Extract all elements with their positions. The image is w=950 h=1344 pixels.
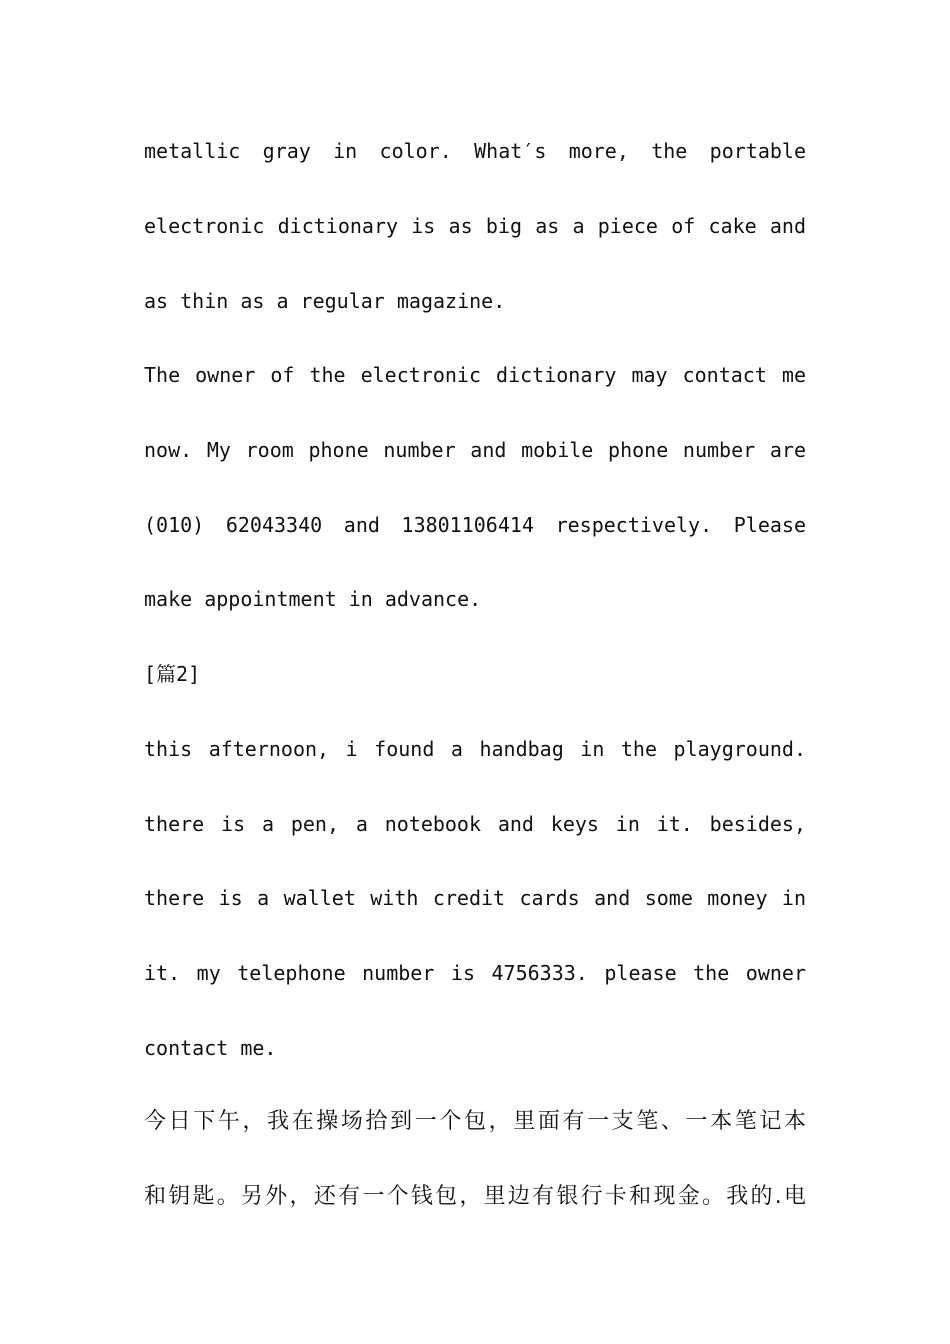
text-line-12: it. my telephone number is 4756333. please the owner [144,961,806,985]
text-line-5: now. My room phone number and mobile phone number are [144,438,806,462]
text-line-14: 今日下午，我在操场拾到一个包，里面有一支笔、一本笔记本 [144,1109,806,1134]
text-line-4: The owner of the electronic dictionary may contact me [144,363,806,387]
text-line-1: metallic gray in color. What′s more, the portable [144,139,806,163]
section-heading: [篇2] [144,662,201,686]
text-line-9: this afternoon, i found a handbag in the playground. [144,737,806,761]
text-line-3: as thin as a regular magazine. [144,289,506,313]
text-line-10: there is a pen, a notebook and keys in it. besides, [144,812,806,836]
text-line-13: contact me. [144,1036,277,1060]
text-line-6: (010) 62043340 and 13801106414 respectively. Please [144,513,806,537]
text-line-7: make appointment in advance. [144,587,482,611]
text-line-2: electronic dictionary is as big as a piece of cake and [144,214,806,238]
text-line-15: 和钥匙。另外，还有一个钱包，里边有银行卡和现金。我的.电 [144,1184,806,1209]
text-line-11: there is a wallet with credit cards and some money in [144,886,806,910]
